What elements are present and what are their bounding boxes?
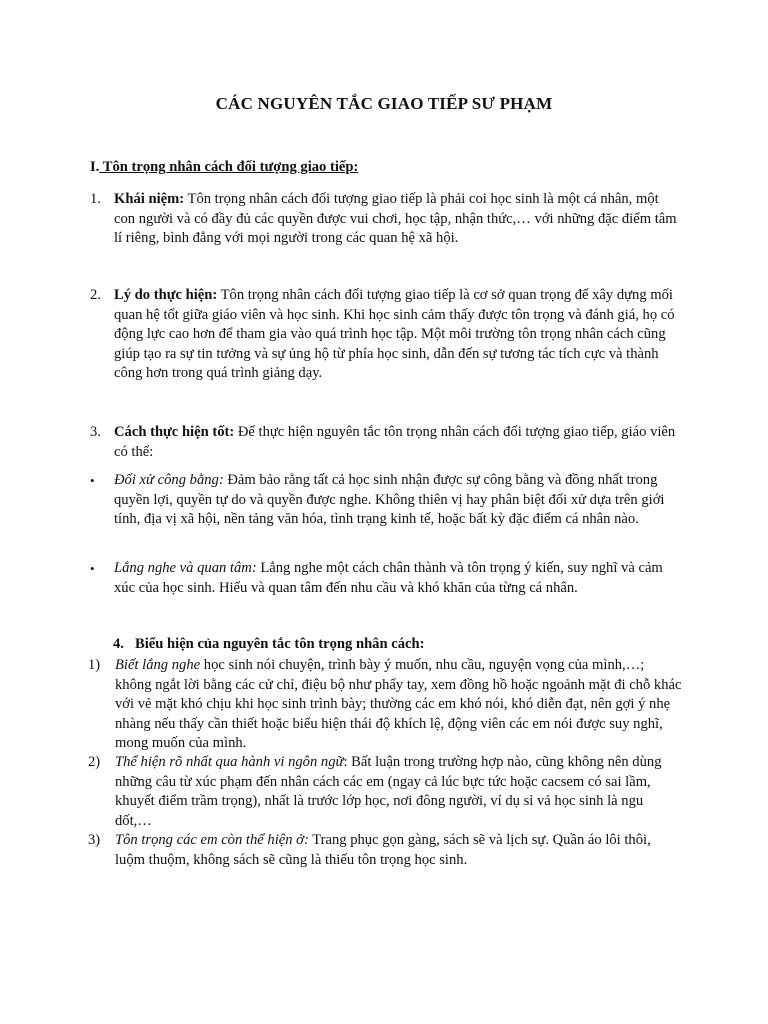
expression-number: 3) [88,832,101,848]
bullet-item-listening [90,559,680,598]
section-heading [90,158,358,178]
section-title: Tôn trọng nhân cách đối tượng giao tiếp: [99,159,359,175]
expression-text: : Bất luận trong trường hợp nào, cũng không nên dùng những câu từ xúc phạm đến nhân cách các em (ngay cả lúc bực tức hoặc cacsem có sai lầm, khuyết điểm trầm trọng), nhất là trước lớp học, nơi đông người, ví dụ sỉ vả học sinh là ngu dốt,… [115,754,662,829]
list-item-reason [90,286,680,384]
item-text: Để thực hiện nguyên tắc tôn trọng nhân cách đối tượng giao tiếp, giáo viên có thể: [114,424,676,460]
subsection-number: 4. [113,636,124,652]
expression-label: Biết lắng nghe [115,657,201,673]
expression-label: Thể hiện rõ nhất qua hành vi ngôn ngữ [115,754,344,770]
item-number: 1. [90,191,101,207]
bullet-text: Lắng nghe một cách chân thành và tôn trọng ý kiến, suy nghĩ và cảm xúc của học sinh. Hiểu và quan tâm đến nhu cầu và khó khăn của từng cá nhân. [114,560,663,596]
item-text: Tôn trọng nhân cách đối tượng giao tiếp là phải coi học sinh là một cá nhân, một con người và có đầy đủ các quyền được vui chơi, học tập, nhận thức,… với những đặc điểm tâm lí riêng, bình đẳng với mọi người trong các quan hệ xã hội. [114,191,677,247]
expression-item-listening [88,656,682,754]
item-label: Khái niệm: [114,191,185,207]
section-number: I. [90,159,100,175]
list-item-definition [90,190,680,249]
item-label: Lý do thực hiện: [114,287,218,303]
expression-label: Tôn trọng các em còn thể hiện ở: [115,832,309,848]
document-title: CÁC NGUYÊN TẮC GIAO TIẾP SƯ PHẠM [215,94,553,113]
subsection-title: Biểu hiện của nguyên tắc tôn trọng nhân cách: [135,636,425,652]
expression-number: 1) [88,657,101,673]
expression-text: học sinh nói chuyện, trình bày ý muốn, nhu cầu, nguyện vọng của mình,…; không ngắt lời bằng các cử chỉ, điệu bộ như phẩy tay, xem đồng hồ hoặc ngoảnh mặt đi chỗ khác với vẻ mặt khó chịu khi học sinh trình bày; thường các em khó nói, khó diễn đạt, nên gợi ý nhẹ nhàng nếu thấy cần thiết hoặc biểu hiện thái độ khích lệ, động viên các em nói được suy nghĩ, mong muốn của mình. [115,657,682,752]
bullet-text: Đảm bảo rằng tất cả học sinh nhận được sự công bằng và đồng nhất trong quyền lợi, quyền tự do và quyền được nghe. Không thiên vị hay phân biệt đối xử dựa trên giới tính, địa vị xã hội, nền tảng văn hóa, tình trạng kinh tế, hoặc bất kỳ đặc điểm cá nhân nào. [114,472,665,528]
expression-number: 2) [88,754,101,770]
subsection-heading [113,635,424,655]
bullet-label: Lắng nghe và quan tâm: [114,560,257,576]
bullet-item-fair-treatment [90,471,680,530]
expression-text: Trang phục gọn gàng, sách sẽ và lịch sự. Quần áo lôi thôi, luộm thuộm, không sách sẽ cũng là thiếu tôn trọng học sinh. [115,832,651,868]
bullet-label: Đối xử công bằng: [114,472,224,488]
list-item-method [90,423,680,462]
expression-item-appearance [88,831,682,870]
item-text: Tôn trọng nhân cách đối tượng giao tiếp là cơ sở quan trọng để xây dựng mối quan hệ tốt giữa giáo viên và học sinh. Khi học sinh cảm thấy được tôn trọng và đánh giá, họ có động lực cao hơn để tham gia vào quá trình học tập. Một môi trường tôn trọng nhân cách cũng giúp tạo ra sự tin tưởng và sự ủng hộ từ phía học sinh, dẫn đến sự tương tác tích cực và thành công hơn trong quá trình giảng dạy. [114,287,675,382]
item-label: Cách thực hiện tốt: [114,424,235,440]
expression-item-language [88,753,682,831]
bullet-marker: • [90,473,95,488]
bullet-marker: • [90,561,95,576]
item-number: 2. [90,287,101,303]
item-number: 3. [90,424,101,440]
